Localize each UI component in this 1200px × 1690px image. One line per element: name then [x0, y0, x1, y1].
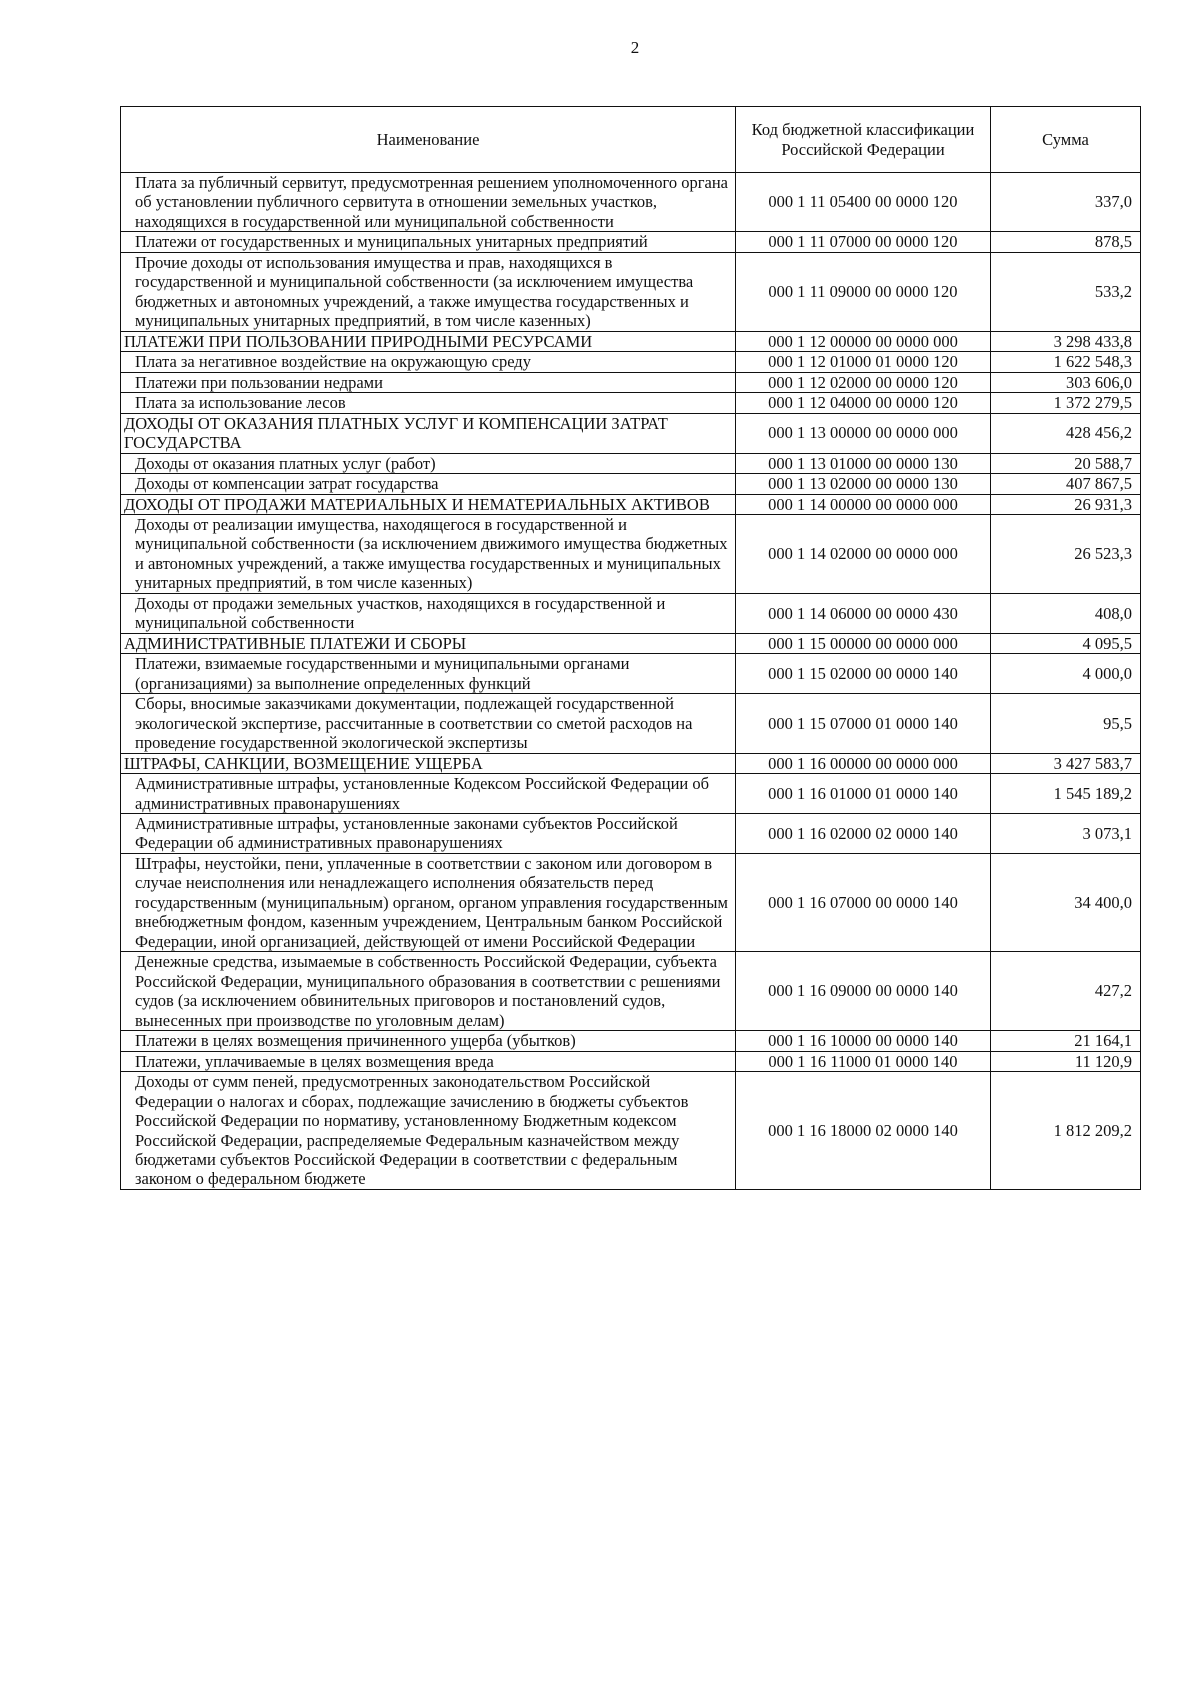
table-row [121, 352, 1141, 372]
row-code: 000 1 14 02000 00 0000 000 [736, 514, 991, 593]
page-number: 2 [630, 38, 640, 57]
row-sum: 11 120,9 [991, 1051, 1141, 1071]
row-name: Плата за негативное воздействие на окружающую среду [121, 352, 736, 372]
row-code: 000 1 12 00000 00 0000 000 [736, 331, 991, 351]
row-code: 000 1 12 04000 00 0000 120 [736, 393, 991, 413]
row-code: 000 1 16 18000 02 0000 140 [736, 1072, 991, 1190]
row-name: ШТРАФЫ, САНКЦИИ, ВОЗМЕЩЕНИЕ УЩЕРБА [121, 753, 736, 773]
table-header-row [121, 107, 1141, 173]
table-row [121, 453, 1141, 473]
row-name: ДОХОДЫ ОТ ОКАЗАНИЯ ПЛАТНЫХ УСЛУГ И КОМПЕНСАЦИИ ЗАТРАТ ГОСУДАРСТВА [121, 413, 736, 453]
row-sum: 408,0 [991, 593, 1141, 633]
table-row [121, 173, 1141, 232]
row-code: 000 1 14 06000 00 0000 430 [736, 593, 991, 633]
row-sum: 34 400,0 [991, 853, 1141, 951]
row-sum: 1 545 189,2 [991, 774, 1141, 814]
budget-revenue-table [120, 106, 1141, 1190]
header-code: Код бюджетной классификации Российской Федерации [736, 107, 991, 173]
row-sum: 3 073,1 [991, 814, 1141, 854]
row-code: 000 1 16 01000 01 0000 140 [736, 774, 991, 814]
section-row [121, 331, 1141, 351]
table-row [121, 952, 1141, 1031]
row-code: 000 1 16 07000 00 0000 140 [736, 853, 991, 951]
table-row [121, 814, 1141, 854]
section-row [121, 413, 1141, 453]
row-name: Штрафы, неустойки, пени, уплаченные в соответствии с законом или договором в случае неисполнения или ненадлежащего исполнения обязательств перед государственным (муниципальным) органом, органом управления государственным внебюджетным фондом, казенным учреждением, Центральным банком Российской Федерации, иной организацией, действующей от имени Российской Федерации [121, 853, 736, 951]
table-row [121, 774, 1141, 814]
row-name: АДМИНИСТРАТИВНЫЕ ПЛАТЕЖИ И СБОРЫ [121, 633, 736, 653]
header-name: Наименование [121, 107, 736, 173]
row-code: 000 1 16 11000 01 0000 140 [736, 1051, 991, 1071]
row-code: 000 1 12 02000 00 0000 120 [736, 372, 991, 392]
row-code: 000 1 16 02000 02 0000 140 [736, 814, 991, 854]
table-row [121, 694, 1141, 753]
row-name: Доходы от продажи земельных участков, находящихся в государственной и муниципальной собственности [121, 593, 736, 633]
table-row [121, 232, 1141, 252]
row-name: Плата за публичный сервитут, предусмотренная решением уполномоченного органа об установлении публичного сервитута в отношении земельных участков, находящихся в государственной или муниципальной собственности [121, 173, 736, 232]
row-code: 000 1 11 05400 00 0000 120 [736, 173, 991, 232]
row-name: Доходы от сумм пеней, предусмотренных законодательством Российской Федерации о налогах и сборах, подлежащие зачислению в бюджеты субъектов Российской Федерации по нормативу, установленному Бюджетным кодексом Российской Федерации, распределяемые Федеральным казначейством между бюджетами субъектов Российской Федерации в соответствии с федеральным законом о федеральном бюджете [121, 1072, 736, 1190]
row-code: 000 1 15 02000 00 0000 140 [736, 654, 991, 694]
row-sum: 1 372 279,5 [991, 393, 1141, 413]
row-name: Административные штрафы, установленные законами субъектов Российской Федерации об административных правонарушениях [121, 814, 736, 854]
row-code: 000 1 12 01000 01 0000 120 [736, 352, 991, 372]
row-code: 000 1 13 01000 00 0000 130 [736, 453, 991, 473]
row-sum: 427,2 [991, 952, 1141, 1031]
row-name: Доходы от компенсации затрат государства [121, 474, 736, 494]
row-sum: 407 867,5 [991, 474, 1141, 494]
header-sum: Сумма [991, 107, 1141, 173]
table-row [121, 593, 1141, 633]
row-sum: 1 812 209,2 [991, 1072, 1141, 1190]
row-sum: 4 000,0 [991, 654, 1141, 694]
row-name: Платежи от государственных и муниципальных унитарных предприятий [121, 232, 736, 252]
row-sum: 3 427 583,7 [991, 753, 1141, 773]
table-row [121, 1051, 1141, 1071]
row-sum: 303 606,0 [991, 372, 1141, 392]
row-name: Доходы от реализации имущества, находящегося в государственной и муниципальной собственности (за исключением движимого имущества бюджетных и автономных учреждений, а также имущества государственных и муниципальных унитарных предприятий, в том числе казенных) [121, 514, 736, 593]
row-sum: 428 456,2 [991, 413, 1141, 453]
table-row [121, 393, 1141, 413]
row-name: Платежи при пользовании недрами [121, 372, 736, 392]
row-code: 000 1 13 02000 00 0000 130 [736, 474, 991, 494]
row-name: Плата за использование лесов [121, 393, 736, 413]
table-row [121, 372, 1141, 392]
table-row [121, 853, 1141, 951]
row-name: Сборы, вносимые заказчиками документации, подлежащей государственной экологической экспертизе, рассчитанные в соответствии со сметой расходов на проведение государственной экологической экспертизы [121, 694, 736, 753]
row-name: ПЛАТЕЖИ ПРИ ПОЛЬЗОВАНИИ ПРИРОДНЫМИ РЕСУРСАМИ [121, 331, 736, 351]
row-sum: 4 095,5 [991, 633, 1141, 653]
row-sum: 1 622 548,3 [991, 352, 1141, 372]
row-sum: 533,2 [991, 252, 1141, 331]
row-code: 000 1 11 09000 00 0000 120 [736, 252, 991, 331]
row-name: Административные штрафы, установленные Кодексом Российской Федерации об административных правонарушениях [121, 774, 736, 814]
row-code: 000 1 16 09000 00 0000 140 [736, 952, 991, 1031]
row-code: 000 1 11 07000 00 0000 120 [736, 232, 991, 252]
row-name: Платежи, взимаемые государственными и муниципальными органами (организациями) за выполнение определенных функций [121, 654, 736, 694]
row-name: Денежные средства, изымаемые в собственность Российской Федерации, субъекта Российской Федерации, муниципального образования в соответствии с решениями судов (за исключением обвинительных приговоров и постановлений судов, вынесенных при производстве по уголовным делам) [121, 952, 736, 1031]
row-sum: 21 164,1 [991, 1031, 1141, 1051]
table-row [121, 1072, 1141, 1190]
section-row [121, 494, 1141, 514]
table-row [121, 654, 1141, 694]
row-code: 000 1 14 00000 00 0000 000 [736, 494, 991, 514]
row-sum: 26 931,3 [991, 494, 1141, 514]
row-name: Платежи в целях возмещения причиненного ущерба (убытков) [121, 1031, 736, 1051]
row-sum: 26 523,3 [991, 514, 1141, 593]
table-row [121, 514, 1141, 593]
row-code: 000 1 15 00000 00 0000 000 [736, 633, 991, 653]
row-code: 000 1 16 00000 00 0000 000 [736, 753, 991, 773]
row-code: 000 1 16 10000 00 0000 140 [736, 1031, 991, 1051]
table-row [121, 474, 1141, 494]
row-sum: 95,5 [991, 694, 1141, 753]
section-row [121, 753, 1141, 773]
row-sum: 3 298 433,8 [991, 331, 1141, 351]
row-name: Платежи, уплачиваемые в целях возмещения вреда [121, 1051, 736, 1071]
row-name: Доходы от оказания платных услуг (работ) [121, 453, 736, 473]
row-sum: 20 588,7 [991, 453, 1141, 473]
table-row [121, 1031, 1141, 1051]
section-row [121, 633, 1141, 653]
row-name: ДОХОДЫ ОТ ПРОДАЖИ МАТЕРИАЛЬНЫХ И НЕМАТЕРИАЛЬНЫХ АКТИВОВ [121, 494, 736, 514]
row-name: Прочие доходы от использования имущества и прав, находящихся в государственной и муниципальной собственности (за исключением имущества бюджетных и автономных учреждений, а также имущества государственных и муниципальных унитарных предприятий, в том числе казенных) [121, 252, 736, 331]
row-code: 000 1 15 07000 01 0000 140 [736, 694, 991, 753]
table-row [121, 252, 1141, 331]
row-sum: 878,5 [991, 232, 1141, 252]
row-sum: 337,0 [991, 173, 1141, 232]
row-code: 000 1 13 00000 00 0000 000 [736, 413, 991, 453]
